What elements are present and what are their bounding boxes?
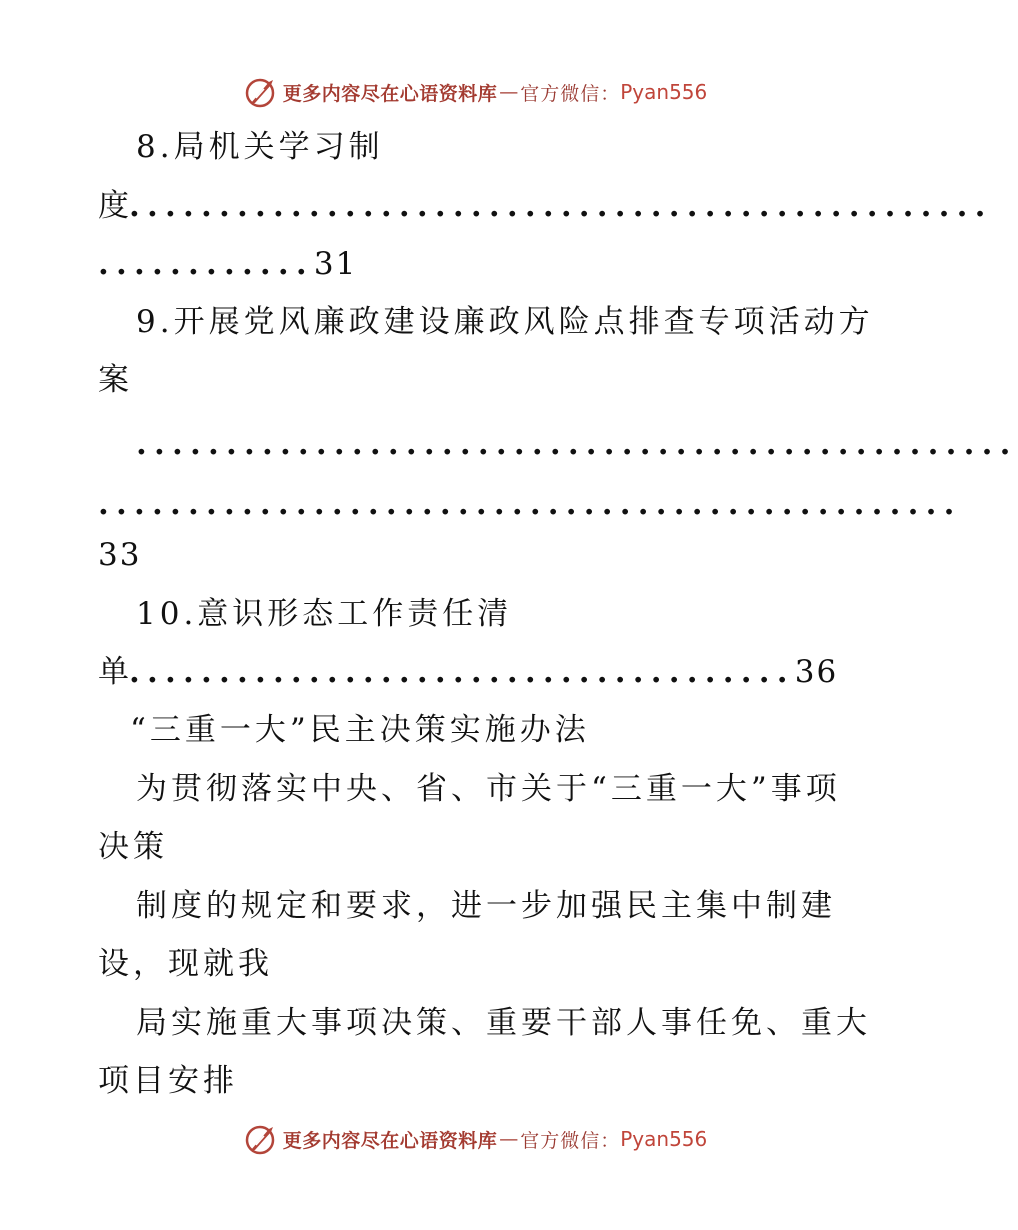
toc-item-8-page-line (98, 244, 357, 284)
toc-item-8-title-end: 度 (98, 188, 129, 224)
body-line-1: 为贯彻落实中央、省、市关于“三重一大”事项 (136, 771, 841, 807)
toc-item-9-title-end: 案 (98, 362, 133, 398)
body-line-5: 局实施重大事项决策、重要干部人事任免、重大 (136, 1005, 871, 1041)
banner-account: Pyan556 (620, 80, 708, 104)
quill-pen-logo-icon (243, 1121, 279, 1157)
banner-dash: — (499, 81, 519, 103)
toc-item-9-page: 33 (98, 537, 142, 573)
toc-leader-line (136, 424, 1018, 464)
toc-item-9-title: 9.开展党风廉政建设廉政风险点排查专项活动方 (136, 304, 874, 340)
toc-item-10-title-cont (98, 652, 838, 692)
toc-leader-dots: ................................................ (98, 486, 962, 522)
banner-account: Pyan556 (620, 1127, 708, 1151)
header-banner (0, 72, 950, 112)
toc-leader-line (98, 484, 962, 524)
banner-dash: — (499, 1128, 519, 1150)
body-line-2: 决策 (98, 829, 168, 865)
quill-pen-logo-icon (243, 74, 279, 110)
banner-label: 官方微信： (520, 82, 621, 105)
banner-brand-text: 更多内容尽在心语资料库 (282, 82, 498, 105)
toc-leader-dots: ................................................ (129, 188, 993, 224)
toc-item-10-title: 10.意识形态工作责任清 (136, 596, 513, 632)
toc-item-8-page: 31 (313, 246, 358, 282)
section-heading: “三重一大”民主决策实施办法 (130, 712, 590, 748)
body-line-6: 项目安排 (98, 1063, 238, 1099)
banner-label: 官方微信： (520, 1129, 621, 1152)
body-line-4: 设，现就我 (98, 946, 273, 982)
toc-item-10-page: 36 (794, 654, 839, 690)
toc-leader-dots: ..................................... (129, 654, 795, 690)
toc-item-8-title-cont (98, 186, 993, 226)
toc-item-10-title-end: 单 (98, 654, 129, 690)
toc-leader-dots: ................................................. (136, 426, 1018, 462)
footer-banner (0, 1119, 950, 1159)
toc-leader-dots: ............ (98, 246, 314, 282)
banner-brand-text: 更多内容尽在心语资料库 (282, 1129, 498, 1152)
toc-item-8-title: 8.局机关学习制 (136, 129, 384, 165)
body-line-3: 制度的规定和要求，进一步加强民主集中制建 (136, 888, 836, 924)
